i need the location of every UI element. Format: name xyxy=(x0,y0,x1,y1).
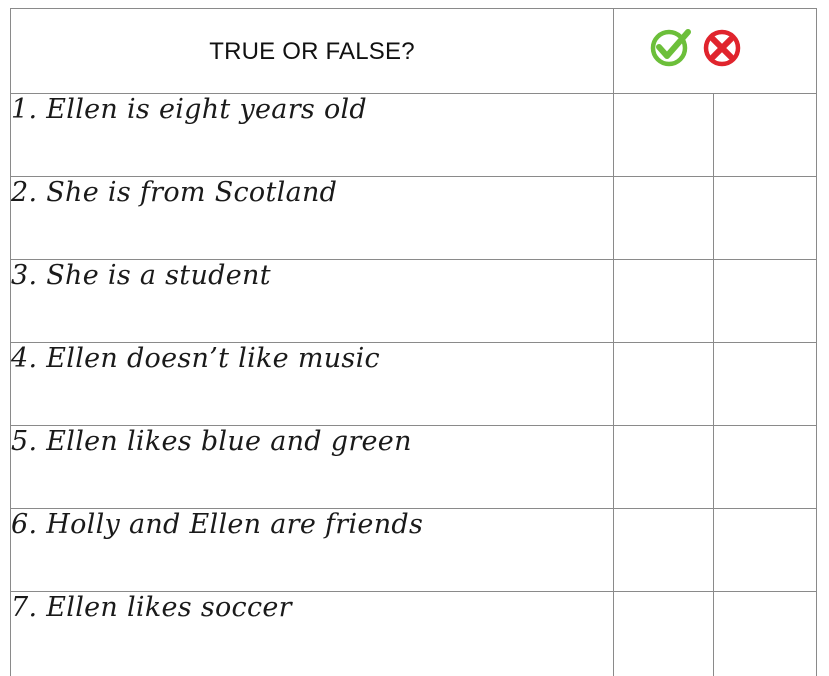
false-answer-box[interactable] xyxy=(714,94,817,177)
true-answer-box[interactable] xyxy=(614,94,714,177)
true-answer-box[interactable] xyxy=(614,509,714,592)
true-answer-box[interactable] xyxy=(614,426,714,509)
table-row xyxy=(11,426,817,509)
true-answer-box[interactable] xyxy=(614,260,714,343)
false-answer-box[interactable] xyxy=(714,177,817,260)
statement-text: 7. Ellen likes soccer xyxy=(11,592,614,676)
table-header-row xyxy=(11,9,817,94)
table-row xyxy=(11,177,817,260)
check-circle-icon xyxy=(650,26,692,68)
table-row xyxy=(11,260,817,343)
false-answer-box[interactable] xyxy=(714,509,817,592)
table-row xyxy=(11,343,817,426)
page-title: TRUE OR FALSE? xyxy=(209,38,415,65)
cross-circle-icon xyxy=(702,26,744,68)
true-answer-box[interactable] xyxy=(614,177,714,260)
false-answer-box[interactable] xyxy=(714,343,817,426)
true-answer-box[interactable] xyxy=(614,343,714,426)
statement-text: 6. Holly and Ellen are friends xyxy=(11,509,614,592)
statement-text: 2. She is from Scotland xyxy=(11,177,614,260)
header-title-cell xyxy=(11,9,614,94)
header-icons-cell xyxy=(614,9,817,94)
icons-group xyxy=(596,26,798,68)
table-row xyxy=(11,592,817,676)
table-row xyxy=(11,509,817,592)
false-answer-box[interactable] xyxy=(714,260,817,343)
statement-text: 5. Ellen likes blue and green xyxy=(11,426,614,509)
table-row xyxy=(11,94,817,177)
statement-text: 3. She is a student xyxy=(11,260,614,343)
false-answer-box[interactable] xyxy=(714,592,817,676)
true-answer-box[interactable] xyxy=(614,592,714,676)
statement-text: 1. Ellen is eight years old xyxy=(11,94,614,177)
statement-text: 4. Ellen doesn’t like music xyxy=(11,343,614,426)
false-answer-box[interactable] xyxy=(714,426,817,509)
true-false-table xyxy=(10,8,817,676)
